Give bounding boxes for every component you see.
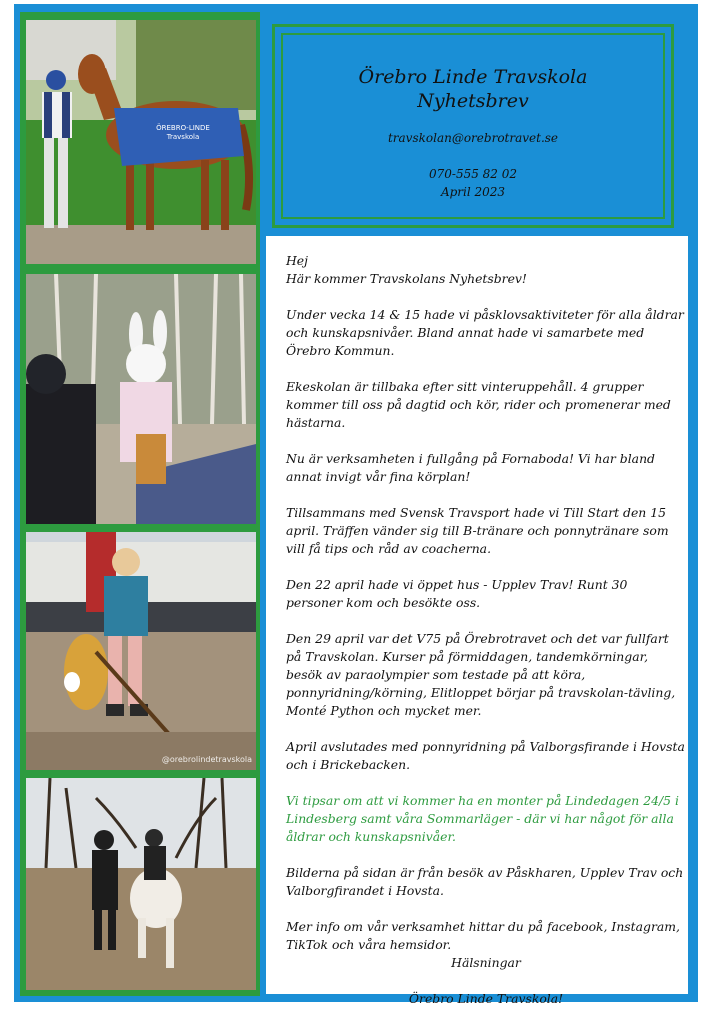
intro: Här kommer Travskolans Nyhetsbrev! xyxy=(286,271,527,286)
paragraph-v75: Den 29 april var det V75 på Örebrotravet och det var fullfart på Travskolan. Kurser på förmiddagen, tandemkörningar, besök av paraolympier som testade på att köra, ponnyridning/körning, Elitloppet börjar på travskolan-tävling, Monté Python och mycket mer. xyxy=(286,631,676,718)
newsletter-frame xyxy=(14,4,698,1006)
newsletter-body xyxy=(286,252,686,1026)
header-border-inner xyxy=(281,33,665,219)
signature-name: Örebro Linde Travskola! xyxy=(408,991,564,1006)
paragraph-tip-highlight: Vi tipsar om att vi kommer ha en monter på Lindedagen 24/5 i Lindesberg samt våra Sommarläger - där vi har något för alla åldrar och kunskapsnivåer. xyxy=(286,793,679,844)
paragraph-open-house: Den 22 april hade vi öppet hus - Upplev Trav! Runt 30 personer kom och besökte oss. xyxy=(286,577,628,610)
header-panel xyxy=(266,18,678,236)
photo-pony-ride xyxy=(26,778,256,990)
photo-child-with-horse xyxy=(26,20,256,264)
contact-email: travskolan@orebrotravet.se xyxy=(387,131,559,145)
paragraph-valborg: April avslutades med ponnyridning på Valborgsfirande i Hovsta och i Brickebacken. xyxy=(286,739,685,772)
photo-easter-bunny xyxy=(26,274,256,524)
photo-column xyxy=(20,12,260,996)
paragraph-more-info: Mer info om vår verksamhet hittar du på facebook, Instagram, TikTok och våra hemsidor. xyxy=(286,919,680,952)
signature-greeting: Hälsningar xyxy=(451,955,521,970)
header-border xyxy=(272,24,674,228)
paragraph-ekeskolan: Ekeskolan är tillbaka efter sitt vinteruppehåll. 4 grupper kommer till oss på dagtid och kör, rider och promenerar med hästarna. xyxy=(286,379,671,430)
paragraph-fornaboda: Nu är verksamheten i fullgång på Fornaboda! Vi har bland annat invigt vår fina körplan! xyxy=(286,451,655,484)
photo-tag: @orebrolindetravskola xyxy=(161,755,252,764)
contact-phone: 070-555 82 02 xyxy=(428,167,518,181)
issue-date: April 2023 xyxy=(440,185,506,199)
text-panel xyxy=(266,236,688,1006)
paragraph-till-start: Tillsammans med Svensk Travsport hade vi Till Start den 15 april. Träffen vänder sig till B-tränare och ponnytränare som vill få tips och råd av coacherna. xyxy=(286,505,669,556)
newsletter-title: Örebro Linde Travskola Nyhetsbrev xyxy=(358,66,588,112)
blanket-text: ÖREBRO-LINDE Travskola xyxy=(156,124,210,141)
paragraph-photos-credit: Bilderna på sidan är från besök av Påskharen, Upplev Trav och Valborgfirandet i Hovsta. xyxy=(286,865,684,898)
photo-toddler-hobby-horse xyxy=(26,532,256,770)
greeting: Hej xyxy=(286,253,308,268)
paragraph-easter: Under vecka 14 & 15 hade vi påsklovsaktiviteter för alla åldrar och kunskapsnivåer. Bland annat hade vi samarbete med Örebro Kommun. xyxy=(286,307,684,358)
